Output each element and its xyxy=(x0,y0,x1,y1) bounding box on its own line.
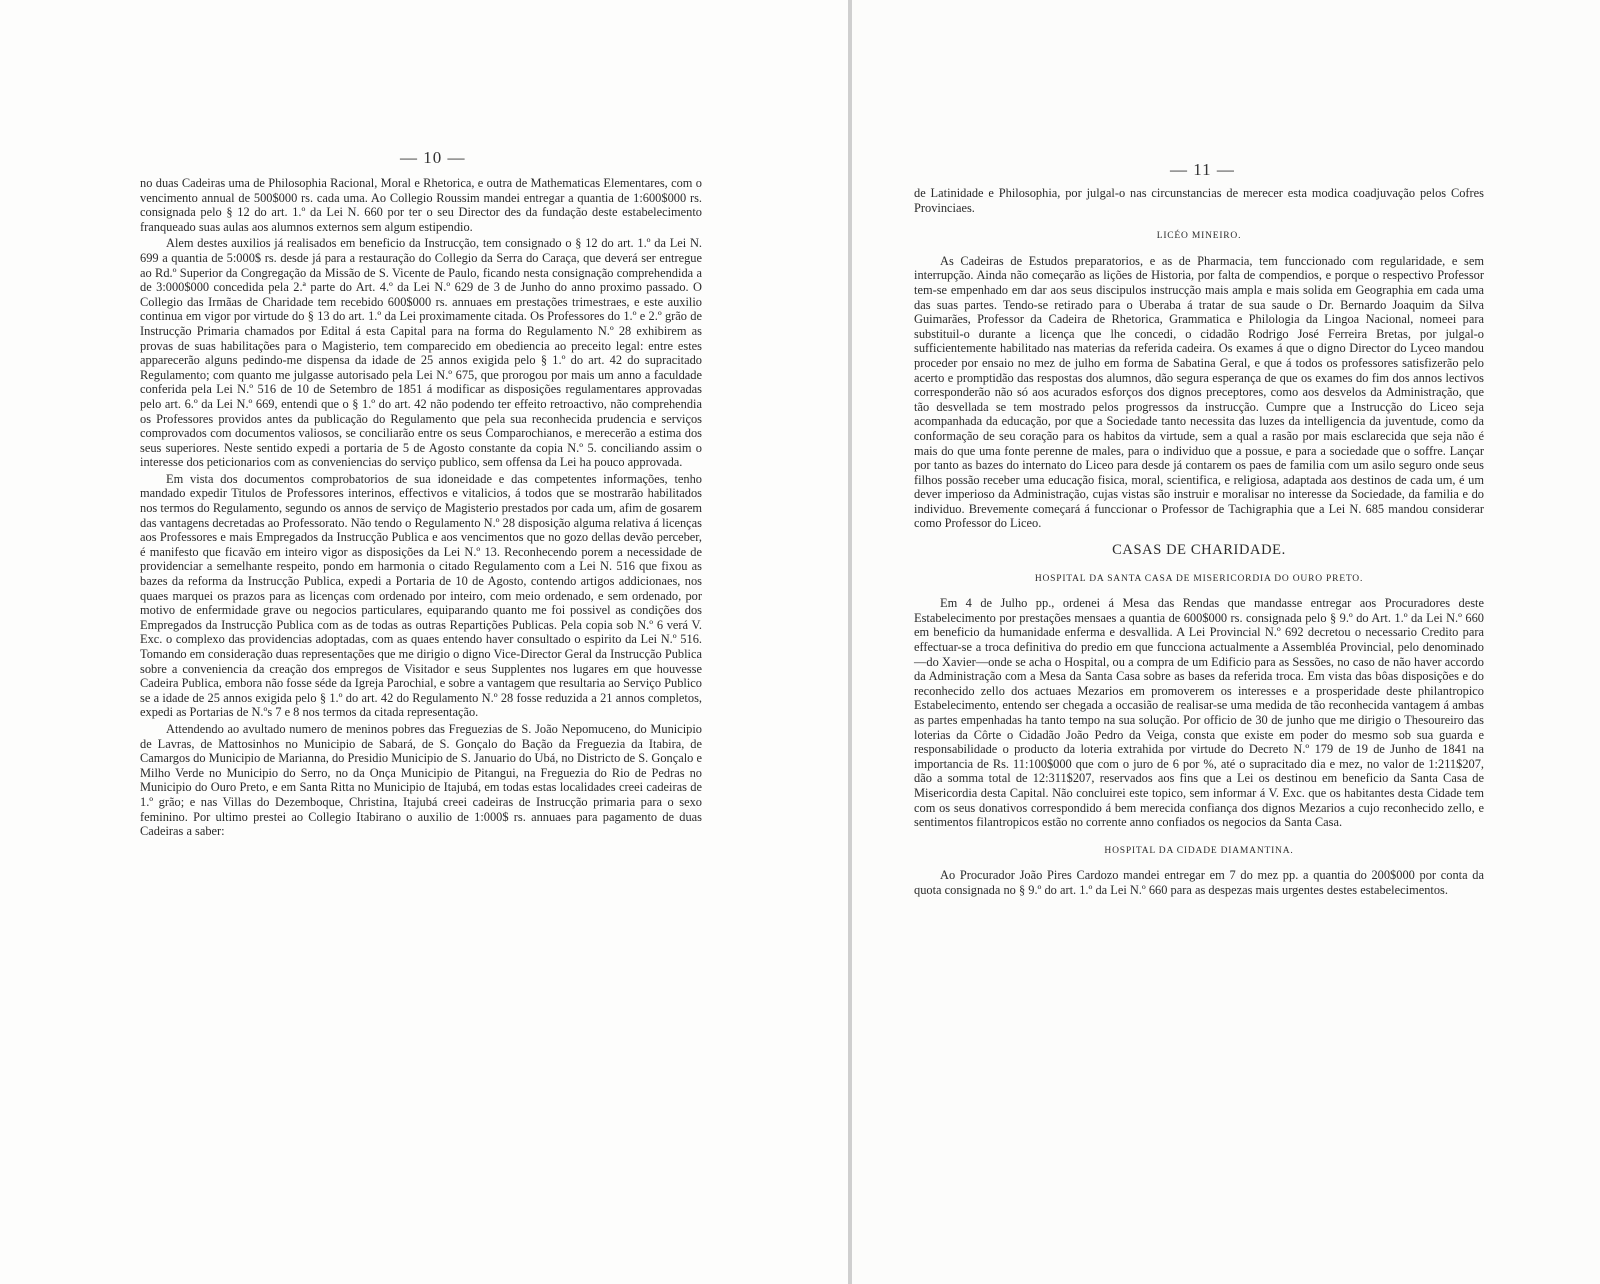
right-page-text xyxy=(914,186,1484,900)
paragraph: Em 4 de Julho pp., ordenei á Mesa das Rendas que mandasse entregar aos Procuradores deste Estabelecimento por prestações mensaes a quantia de 600$000 rs. consignada pelo § 9.º do Art. 1.º da Lei N.º 660 em beneficio da humanidade enferma e desvallida. A Lei Provincial N.º 692 decretou o necessario Credito para effectuar-se a troca definitiva do predio em que funcciona actualmente a Assembléa Provincial, pelo denominado—do Xavier—onde se acha o Hospital, ou a compra de um Edificio para as Sessões, no caso de não haver accordo da Administração com a Mesa da Santa Casa sobre as bases da referida troca. Em vista das bôas disposições e do reconhecido zello dos actuaes Mezarios em promoverem os interesses e a prosperidade deste philantropico Estabelecimento, entendo ser chegada a occasião de realisar-se uma medida de tão reconhecida vantagem á ambas as partes empenhadas ha tanto tempo na sua solução. Por officio de 30 de junho que me dirigio o Thesoureiro das loterias da Côrte o Cidadão João Pedro da Veiga, consta que existe em poder do mesmo sob sua guarda e responsabilidade o producto da loteria extrahida por virtude do Decreto N.º 179 de 19 de Junho de 1841 na importancia de Rs. 11:100$000 que com o juro de 6 por %, até o supracitado dia e mez, no valor de 1:211$207, dão a somma total de 12:311$207, reservados aos fins que a Lei os destinou em beneficio da Santa Casa de Misericordia desta Capital. Não concluirei este topico, sem informar á V. Exc. que os habitantes desta Cidade tem com os seus donativos correspondido á bem merecida confiança dos dignos Mezarios a cujo reconhecido zello, e sentimentos filantropicos estão no corrente anno confiados os negocios da Santa Casa. xyxy=(914,596,1484,830)
left-page-text xyxy=(140,176,702,841)
paragraph: Alem destes auxilios já realisados em beneficio da Instrucção, tem consignado o § 12 do art. 1.º da Lei N. 699 a quantia de 5:000$ rs. desde já para a restauração do Collegio da Serra do Caraça, que deverá ser entregue ao Rd.º Superior da Congregação da Missão de S. Vicente de Paulo, ficando nesta consignação comprehendida a de 3:000$000 concedida pela 2.ª parte do Art. 4.º da Lei N.º 629 de 3 de Junho do anno proximo passado. O Collegio das Irmãas de Charidade tem recebido 600$000 rs. annuaes em prestações trimestraes, e este auxilio continua em vigor por virtude do § 13 do art. 1.º da Lei proximamente citada. Os Professores do 1.º e 2.º grão de Instrucção Primaria chamados por Edital á esta Capital para na forma do Regulamento N.º 28 exhibirem as provas de suas habilitações para o Magisterio, tem comparecido em obediencia ao preceito legal: entre estes apparecerão alguns pedindo-me dispensa da idade de 25 annos exigida pelo § 1.º do art. 42 do supracitado Regulamento; com quanto me julgasse autorisado pela Lei N.º 675, que prorogou por mais um anno a faculdade conferida pela Lei N.º 516 de 10 de Setembro de 1851 á modificar as disposições regulamentares approvadas pelo art. 6.º da Lei N.º 669, entendi que o § 1.º do art. 42 não podendo ter effeito retroactivo, não comprehendia os Professores providos antes da publicação do Regulamento que pela sua reconhecida prudencia e serviços comprovados com documentos valiosos, se conciliarão entre os seus Comparochianos, e merecerão a estima dos seus superiores. Neste sentido expedi a portaria de 5 de Agosto constante da copia N.º 5. conciliando assim o interesse dos peticionarios com as conveniencias do serviço publico, sem offensa da Lei ha pouco approvada. xyxy=(140,236,702,470)
paragraph: no duas Cadeiras uma de Philosophia Racional, Moral e Rhetorica, e outra de Mathematicas Elementares, com o vencimento annual de 500$000 rs. cada uma. Ao Collegio Roussim mandei entregar a quantia de 1:600$000 rs. consignada pelo § 12 do art. 1.º da Lei N. 660 por ter o seu Director des da fundação deste estabelecimento franqueado suas aulas aos alumnos externos sem algum estipendio. xyxy=(140,176,702,234)
right-page xyxy=(852,0,1600,1284)
paragraph: Em vista dos documentos comprobatorios de sua idoneidade e das competentes informações, tenho mandado expedir Titulos de Professores interinos, effectivos e vitalicios, á todos que se mostrarão habilitados nos termos do Regulamento, segundo os annos de serviço de Magisterio prestados por cada um, afim de gosarem das vantagens decretadas ao Professorato. Não tendo o Regulamento N.º 28 disposição alguma relativa á licenças aos Professores e mais Empregados da Instrucção Publica e aos vencimentos que no gozo dellas devão perceber, é manifesto que ficavão em inteiro vigor as disposições da Lei N.º 13. Reconhecendo porem a necessidade de providenciar a semelhante respeito, pondo em harmonia o citado Regulamento com a Lei N. 516 que fixou as bazes da reforma da Instrucção Publica, expedi a Portaria de 10 de Agosto, contendo artigos addicionaes, nos quaes marquei os prazos para as licenças com ordenado por inteiro, com meio ordenado, e sem ordenado, por motivo de enfermidade grave ou negocios particulares, equiparando quanto me foi possivel as condições dos Empregados da Instrucção Publica com as de todas as outras Repartições Publicas. Pela copia sob N.º 6 verá V. Exc. o complexo das providencias adoptadas, com as quaes entendo haver consultado o espirito da Lei N.º 516. Tomando em consideração duas representações que me dirigio o digno Vice-Director Geral da Instrucção Publica sobre a conveniencia da creação dos empregos de Visitador e seus Supplentes nos lugares em que houvesse Cadeira Publica, embora não fosse séde da Igreja Parochial, e sobre a vantagem que resultaria ao Serviço Publico se a idade de 25 annos exigida pelo § 1.º do art. 42 do Regulamento N.º 28 fosse reduzida a 21 annos completos, expedi as Portarias de N.ºs 7 e 8 nos termos da citada representação. xyxy=(140,471,702,720)
page-number-right: — 11 — xyxy=(1170,160,1235,179)
section-heading-hospital-ouro: HOSPITAL DA SANTA CASA DE MISERICORDIA DO OURO PRETO. xyxy=(1034,573,1364,584)
page-number-left: — 10 — xyxy=(400,148,466,167)
paragraph: Ao Procurador João Pires Cardozo mandei entregar em 7 do mez pp. a quantia do 200$000 por conta da quota consignada no § 9.º do art. 1.º da Lei N.º 660 para as despezas mais urgentes destes estabelecimentos. xyxy=(914,868,1484,897)
section-heading-hospital-diamantina: HOSPITAL DA CIDADE DIAMANTINA. xyxy=(1104,845,1294,856)
section-heading-liceo: LICÉO MINEIRO. xyxy=(1156,231,1242,242)
section-heading-casas: CASAS DE CHARIDADE. xyxy=(1112,542,1286,559)
paragraph: de Latinidade e Philosophia, por julgal-o nas circunstancias de merecer esta modica coadjuvação pelos Cofres Provinciaes. xyxy=(914,186,1484,215)
paragraph: Attendendo ao avultado numero de meninos pobres das Freguezias de S. João Nepomuceno, do Municipio de Lavras, de Mattosinhos no Municipio de Sabará, de S. Gonçalo do Bação da Freguezia da Itabira, de Camargos do Municipio de Marianna, do Presidio Municipio de S. Januario do Ubá, no Districto de S. Gonçalo e Milho Verde no Municipio do Serro, no da Onça Municipio de Pitangui, na Freguezia do Rio de Pedras no Municipio do Ouro Preto, e em Santa Ritta no Municipio de Itajubá, em todas estas localidades creei cadeiras de 1.º grão; e nas Villas do Dezemboque, Christina, Itajubá creei cadeiras de Instrucção primaria para o sexo feminino. Por ultimo prestei ao Collegio Itabirano o auxilio de 1:000$ rs. annuaes para pagamento de duas Cadeiras a saber: xyxy=(140,721,702,839)
paragraph: As Cadeiras de Estudos preparatorios, e as de Pharmacia, tem funccionado com regularidade, e sem interrupção. Ainda não começarão as lições de Historia, por falta de compendios, e porque o respectivo Professor tem-se empenhado em dar aos seus discipulos instrucção mais ampla e mais solida em Geographia em cada uma das suas partes. Tendo-se retirado para o Uberaba á tratar de sua saude o Dr. Bernardo Joaquim da Silva Guimarães, Professor da Cadeira de Rhetorica, Grammatica e Philologia da Lingoa Nacional, nomeei para substituil-o durante a licença que lhe concedi, o cidadão Rodrigo José Ferreira Bretas, por julgal-o sufficientemente habilitado nas materias da referida cadeira. Os exames á que o digno Director do Lyceo mandou proceder por ensaio no mez de julho em forma de Sabatina Geral, e que á todos os professores satisfizerão pelo acerto e promptidão das respostas dos alumnos, dão segura esperança de que os exames do fim dos annos lectivos corresponderão não só aos acurados esforços dos dignos preceptores, como aos desvelos da Administração, que tão desvellada se tem mostrado pelos progressos da instrucção. Cumpre que a Instrucção do Liceo seja acompanhada da educação, por que a Sociedade tanto necessita das luzes da intelligencia da juventude, como da conformação de seu coração para os habitos da virtude, sem a qual a rasão por mais esclarecida que seja não é mais do que uma fonte perenne de males, para o individuo que a possue, e para a sociedade que o soffre. Lançar por tanto as bazes do internato do Liceo para desde já contarem os paes de familia com um asilo seguro onde seus filhos possão receber uma educação fisica, moral, scientifica, e religiosa, adaptada aos destinos de cada um, é um dever imperioso da Administração, cujas vistas são instruir e moralisar no interesse da Sociedade, da familia e do individuo. Brevemente começará á funccionar o Professor de Tachigraphia que a Lei N. 685 mandou considerar como Professor do Liceo. xyxy=(914,253,1484,531)
